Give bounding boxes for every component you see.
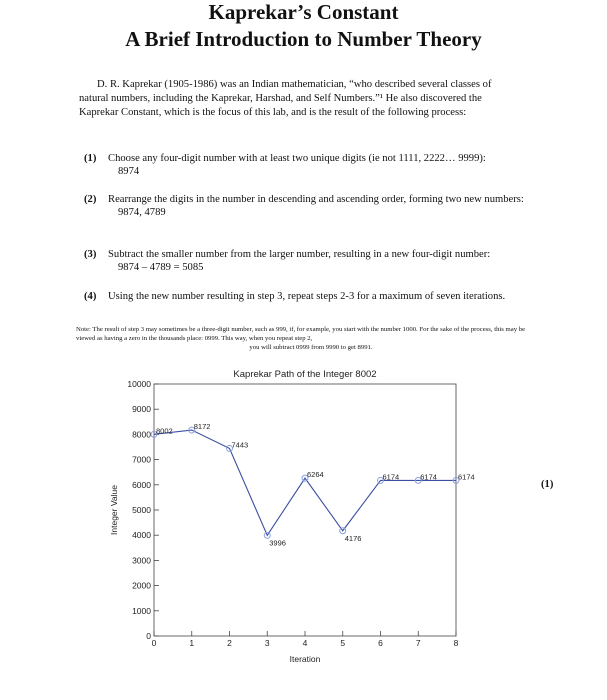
data-label: 4176 — [344, 533, 362, 543]
data-label: 3996 — [269, 538, 286, 548]
step-text: Using the new number resulting in step 3, repeat steps 2-3 for a maximum of seven iterations. — [108, 291, 506, 302]
x-tick-label: 4 — [302, 638, 308, 648]
chart-title: Kaprekar Path of the Integer 8002 — [233, 369, 377, 380]
y-tick-label: 1000 — [132, 605, 151, 616]
kaprekar-line-chart — [106, 364, 526, 674]
x-tick-label: 6 — [378, 638, 383, 648]
x-tick-label: 2 — [227, 638, 232, 648]
step-example: 8974 — [118, 166, 140, 177]
step-3 — [84, 248, 544, 274]
intro-paragraph: D. R. Kaprekar (1905-1986) was an Indian mathematician, “who described several classes of natural numbers, including the Kaprekar, Harshad, and Self Numbers.”¹ He also discovered the Kaprekar Constant, which is the focus of this lab, and is the result of the following process: — [79, 79, 492, 118]
step-number: (3) — [84, 249, 97, 260]
x-tick-label: 0 — [151, 638, 157, 648]
step-example: 9874 – 4789 = 5085 — [118, 262, 204, 273]
y-tick-label: 5000 — [132, 505, 151, 515]
page-subtitle: A Brief Introduction to Number Theory — [125, 27, 482, 51]
data-label: 8002 — [156, 426, 173, 436]
x-tick-label: 5 — [340, 638, 346, 648]
step-text: Choose any four-digit number with at least two unique digits (ie not 1111, 2222… 9999): — [108, 153, 486, 164]
x-tick-label: 8 — [453, 638, 459, 648]
step-example: 9874, 4789 — [118, 207, 166, 218]
data-label: 6174 — [382, 472, 400, 482]
step-number: (4) — [84, 291, 97, 302]
note-paragraph — [76, 325, 546, 352]
data-label: 6174 — [458, 472, 475, 482]
x-tick-label: 7 — [415, 638, 421, 648]
data-label: 6264 — [307, 470, 324, 480]
step-4 — [84, 290, 544, 303]
step-text: Rearrange the digits in the number in descending and ascending order, forming two new numbers: — [108, 194, 524, 205]
step-2 — [84, 193, 544, 219]
y-tick-label: 3000 — [132, 555, 151, 566]
x-tick-label: 1 — [189, 638, 195, 648]
equation-number: (1) — [541, 479, 554, 490]
y-tick-label: 0 — [146, 631, 151, 641]
y-axis-label: Integer Value — [109, 485, 119, 535]
y-tick-label: 8000 — [132, 429, 151, 440]
y-tick-label: 7000 — [132, 454, 151, 465]
note-last-line: you will subtract 0999 from 9990 to get 8991. — [249, 344, 373, 351]
data-label: 7443 — [231, 440, 249, 450]
y-tick-label: 6000 — [132, 479, 151, 490]
x-axis-label: Iteration — [289, 654, 321, 664]
step-text: Subtract the smaller number from the larger number, resulting in a new four-digit number: — [108, 249, 491, 260]
series-line — [154, 430, 456, 535]
y-tick-label: 2000 — [132, 580, 151, 591]
data-label: 6174 — [420, 472, 437, 482]
step-number: (1) — [84, 153, 97, 164]
note-text: Note: The result of step 3 may sometimes be a three-digit number, such as 999, if, for example, you start with the number 1000. For the sake of the process, this may be viewed as having a zero in the thousands place: 0999. This way, when you repeat step 2, — [76, 326, 526, 342]
y-tick-label: 9000 — [132, 404, 151, 415]
page-title: Kaprekar’s Constant — [208, 0, 399, 24]
y-tick-label: 4000 — [132, 530, 151, 541]
step-1 — [84, 152, 544, 178]
step-number: (2) — [84, 194, 97, 205]
data-label: 8172 — [193, 422, 211, 432]
y-tick-label: 10000 — [127, 379, 151, 389]
x-tick-label: 3 — [264, 638, 270, 648]
